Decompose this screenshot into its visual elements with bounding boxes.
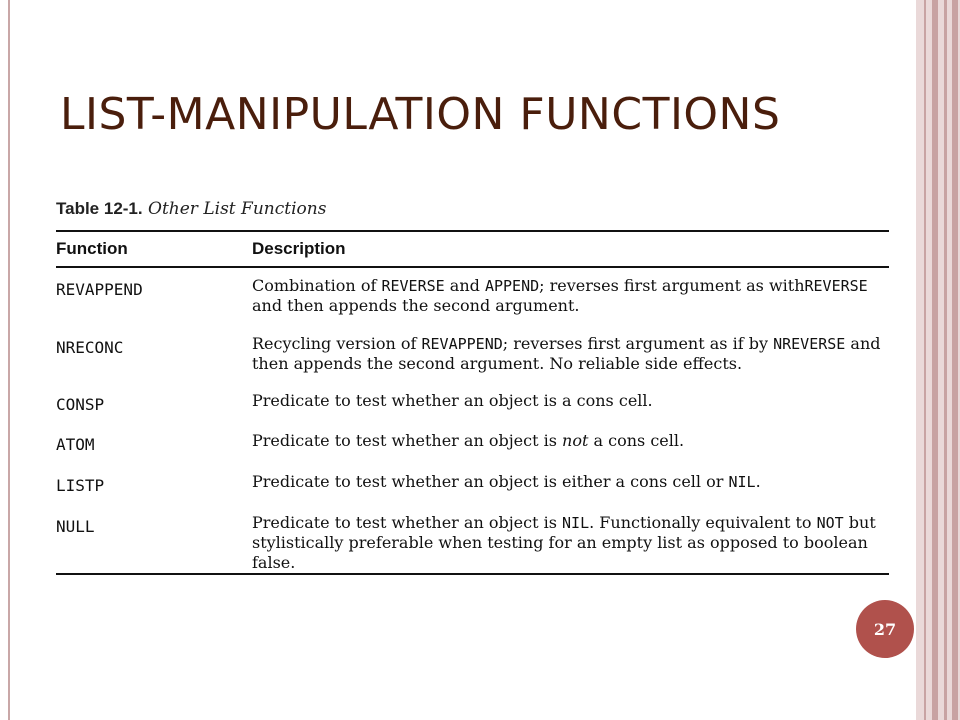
- code-term: NREVERSE: [773, 335, 846, 353]
- description-cell: [252, 276, 889, 316]
- description-cell: [252, 334, 889, 374]
- table-row: [56, 513, 889, 573]
- description-cell: [252, 431, 889, 454]
- function-name-cell: NRECONC: [56, 338, 124, 357]
- description-cell: [252, 472, 889, 495]
- description-text: and then appends the second argument. No reliable side effects.: [252, 334, 881, 373]
- function-name-cell: CONSP: [56, 395, 105, 414]
- slide-title: LIST-MANIPULATION FUNCTIONS: [60, 89, 781, 140]
- table-caption-label: Table 12-1.: [56, 199, 143, 218]
- code-term: REVAPPEND: [421, 335, 503, 353]
- function-name-cell: REVAPPEND: [56, 280, 143, 299]
- description-text: Combination of: [252, 276, 382, 295]
- table-row: [56, 472, 889, 495]
- description-text: Predicate to test whether an object is: [252, 513, 563, 532]
- code-term: REVERSE: [804, 277, 868, 295]
- code-term: NOT: [816, 514, 844, 532]
- table-row: [56, 431, 889, 454]
- description-text: not: [562, 431, 589, 450]
- description-text: Predicate to test whether an object is a cons cell.: [252, 391, 653, 410]
- table-row: [56, 334, 889, 374]
- function-name-cell: NULL: [56, 517, 95, 536]
- function-name-cell: ATOM: [56, 435, 95, 454]
- table-caption-text: Other List Functions: [148, 199, 327, 219]
- description-text: Recycling version of: [252, 334, 422, 353]
- description-cell: [252, 513, 889, 573]
- description-text: ; reverses first argument as with: [539, 276, 805, 295]
- left-divider-line: [8, 0, 10, 720]
- code-term: REVERSE: [381, 277, 445, 295]
- table-body: [56, 268, 889, 573]
- description-text: ; reverses first argument as if by: [502, 334, 774, 353]
- table-header-row: [56, 232, 889, 268]
- table-caption: [56, 199, 326, 219]
- border-stripe: [924, 0, 926, 720]
- right-decorative-border: [916, 0, 960, 720]
- column-header-function: Function: [56, 239, 128, 258]
- code-term: NIL: [728, 473, 756, 491]
- code-term: APPEND: [484, 277, 540, 295]
- description-text: .: [755, 472, 761, 491]
- description-text: and then appends the second argument.: [252, 296, 580, 315]
- border-stripe: [944, 0, 947, 720]
- page-number-badge: 27: [856, 600, 914, 658]
- function-name-cell: LISTP: [56, 476, 105, 495]
- column-header-description: Description: [252, 239, 346, 258]
- table-row: [56, 276, 889, 316]
- border-stripe: [932, 0, 938, 720]
- description-text: . Functionally equivalent to: [589, 513, 817, 532]
- border-stripe: [952, 0, 958, 720]
- code-term: NIL: [562, 514, 590, 532]
- functions-table: [56, 230, 889, 575]
- description-text: Predicate to test whether an object is either a cons cell or: [252, 472, 729, 491]
- description-text: but stylistically preferable when testing for an empty list as opposed to boolean false.: [252, 513, 876, 572]
- description-cell: [252, 391, 889, 414]
- description-text: and: [444, 276, 485, 295]
- description-text: Predicate to test whether an object is: [252, 431, 563, 450]
- description-text: a cons cell.: [588, 431, 685, 450]
- table-row: [56, 391, 889, 414]
